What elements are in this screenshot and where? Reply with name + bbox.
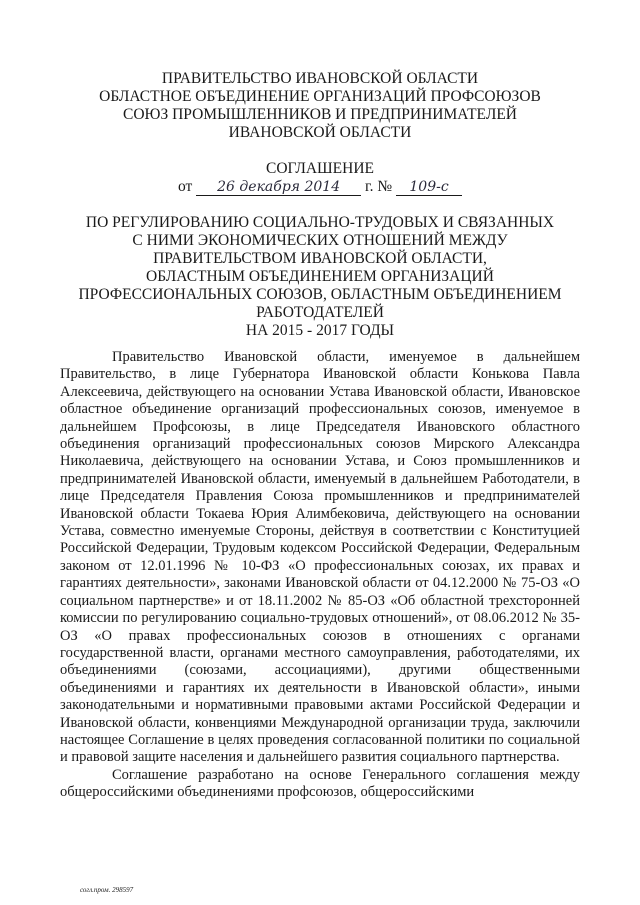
agreement-subject [60,214,580,340]
footer-code: согл.пром. 298597 [80,886,134,894]
subject-line: ПРОФЕССИОНАЛЬНЫХ СОЮЗОВ, ОБЛАСТНЫМ ОБЪЕДИНЕНИЕМ [78,286,562,303]
subject-line: НА 2015 - 2017 ГОДЫ [245,322,395,339]
handwritten-date: 26 декабря 2014 [196,179,361,196]
number-prefix: г. № [365,178,393,195]
subject-line: С НИМИ ЭКОНОМИЧЕСКИХ ОТНОШЕНИЙ МЕЖДУ [132,232,508,249]
agreement-title: СОГЛАШЕНИЕ [266,160,374,177]
agreement-date-line [60,178,580,196]
subject-line: ПРАВИТЕЛЬСТВОМ ИВАНОВСКОЙ ОБЛАСТИ, [153,250,487,267]
body-paragraph: Правительство Ивановской области, именуемое в дальнейшем Правительство, в лице Губернатора Ивановской области Конькова Павла Алексеевича, действующего на основании Устава Ивановской области, Ивановское областное объединение организаций профессиональных союзов, именуемое в дальнейшем Профсоюзы, в лице Председателя Ивановского областного объединения организаций профессиональных союзов Мирского Александра Николаевича, действующего на основании Устава, и Союз промышленников и предпринимателей Ивановской области, именуемый в дальнейшем Работодатели, в лице Председателя Правления Союза промышленников и предпринимателей Ивановской области Токаева Юрия Алимбековича, действующего на основании Устава, совместно именуемые Стороны, действуя в соответствии с Конституцией Российской Федерации, Трудовым кодексом Российской Федерации, Федеральным законом от 12.01.1996 № 10-ФЗ «О профессиональных союзах, их правах и гарантиях деятельности», законами Ивановской области от 04.12.2000 № 75-ОЗ «О социальном партнерстве» и от 18.11.2002 № 85-ОЗ «Об областной трехсторонней комиссии по регулированию социально-трудовых отношений», от 08.06.2012 № 35-ОЗ «О правах профессиональных союзов в отношениях с органами государственной власти, органами местного самоуправления, работодателями, их объединениями (союзами, ассоциациями), другими общественными объединениями и гарантиях их деятельности в Ивановской области», иными законодательными и нормативными правовыми актами Российской Федерации и Ивановской области, конвенциями Международной организации труда, заключили настоящее Соглашение в целях проведения согласованной политики по социальной и правовой защите населения и дальнейшего развития социального партнерства. [60,349,580,766]
handwritten-number: 109-с [396,179,462,196]
subject-line: ОБЛАСТНЫМ ОБЪЕДИНЕНИЕМ ОРГАНИЗАЦИЙ [146,268,494,285]
header-line: ИВАНОВСКОЙ ОБЛАСТИ [228,124,412,141]
agreement-body [60,349,580,802]
header-line: ОБЛАСТНОЕ ОБЪЕДИНЕНИЕ ОРГАНИЗАЦИЙ ПРОФСОЮЗОВ [99,88,541,105]
date-prefix: от [177,178,193,195]
header-line: СОЮЗ ПРОМЫШЛЕННИКОВ И ПРЕДПРИНИМАТЕЛЕЙ [123,106,517,123]
subject-line: РАБОТОДАТЕЛЕЙ [256,304,384,321]
body-paragraph: Соглашение разработано на основе Генерального соглашения между общероссийскими объединениями профсоюзов, общероссийскими [60,766,580,801]
subject-line: ПО РЕГУЛИРОВАНИЮ СОЦИАЛЬНО-ТРУДОВЫХ И СВЯЗАННЫХ [85,214,555,231]
document-header [60,70,580,142]
header-line: ПРАВИТЕЛЬСТВО ИВАНОВСКОЙ ОБЛАСТИ [161,70,479,87]
